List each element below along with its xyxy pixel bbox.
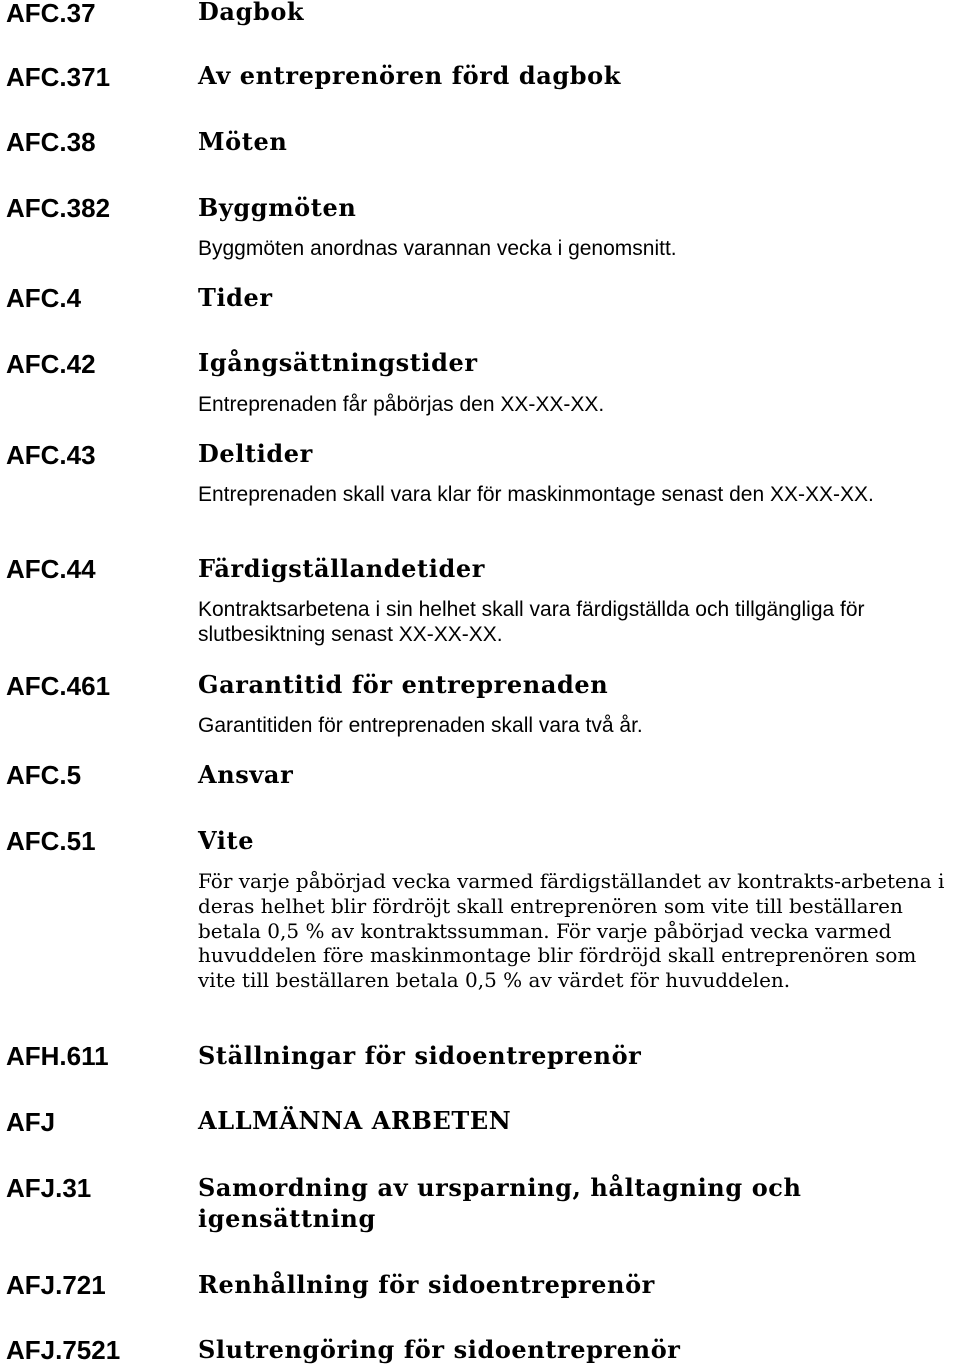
section-title: Dagbok <box>198 0 305 26</box>
section-code: AFC.42 <box>6 349 96 379</box>
section-code: AFC.461 <box>6 671 111 701</box>
section-text: Garantitiden för entreprenaden skall vara två år. <box>198 714 643 737</box>
section-code: AFJ.7521 <box>6 1335 121 1365</box>
section-text: Byggmöten anordnas varannan vecka i genomsnitt. <box>198 237 677 260</box>
section-text: För varje påbörjad vecka varmed färdigställandet av kontrakts-arbetena i deras helhet blir fördröjt skall entreprenören som vite till beställaren betala 0,5 % av kontraktssumman. För varje påbörjad vecka varmed huvuddelen före maskinmontage blir fördröjd skall entreprenören som vite till beställaren betala 0,5 % av värdet för huvuddelen. <box>198 869 945 993</box>
section-title: Byggmöten <box>198 193 357 222</box>
section-code: AFC.43 <box>6 440 96 470</box>
section-title: Renhållning för sidoentreprenör <box>198 1270 655 1299</box>
section-code: AFC.37 <box>6 0 96 28</box>
section-title: Samordning av ursparning, håltagning och igensättning <box>198 1173 802 1233</box>
section-text: Kontraktsarbetena i sin helhet skall vara färdigställda och tillgängliga för slutbesiktning senast XX-XX-XX. <box>198 598 865 646</box>
section-title: Ställningar för sidoentreprenör <box>198 1041 642 1070</box>
section-title: Slutrengöring för sidoentreprenör <box>198 1335 681 1364</box>
section-code: AFC.371 <box>6 62 111 92</box>
section-title: Tider <box>198 283 273 312</box>
section-code: AFH.611 <box>6 1041 109 1071</box>
section-title: Deltider <box>198 439 313 468</box>
section-code: AFC.38 <box>6 127 96 157</box>
section-title: ALLMÄNNA ARBETEN <box>198 1106 512 1135</box>
section-text: Entreprenaden får påbörjas den XX-XX-XX. <box>198 393 605 416</box>
section-title: Igångsättningstider <box>198 348 478 377</box>
section-title: Av entreprenören förd dagbok <box>198 61 621 90</box>
section-title: Garantitid för entreprenaden <box>198 670 609 699</box>
section-code: AFC.44 <box>6 554 96 584</box>
section-title: Ansvar <box>198 760 294 789</box>
section-code: AFC.4 <box>6 283 82 313</box>
section-title: Färdigställandetider <box>198 554 485 583</box>
section-code: AFJ.721 <box>6 1270 106 1300</box>
section-code: AFC.5 <box>6 760 82 790</box>
section-text: Entreprenaden skall vara klar för maskinmontage senast den XX-XX-XX. <box>198 483 874 506</box>
section-code: AFJ.31 <box>6 1173 92 1203</box>
section-title: Vite <box>198 826 255 855</box>
section-code: AFC.51 <box>6 826 96 856</box>
section-code: AFC.382 <box>6 193 111 223</box>
section-title: Möten <box>198 127 288 156</box>
section-code: AFJ <box>6 1107 56 1137</box>
